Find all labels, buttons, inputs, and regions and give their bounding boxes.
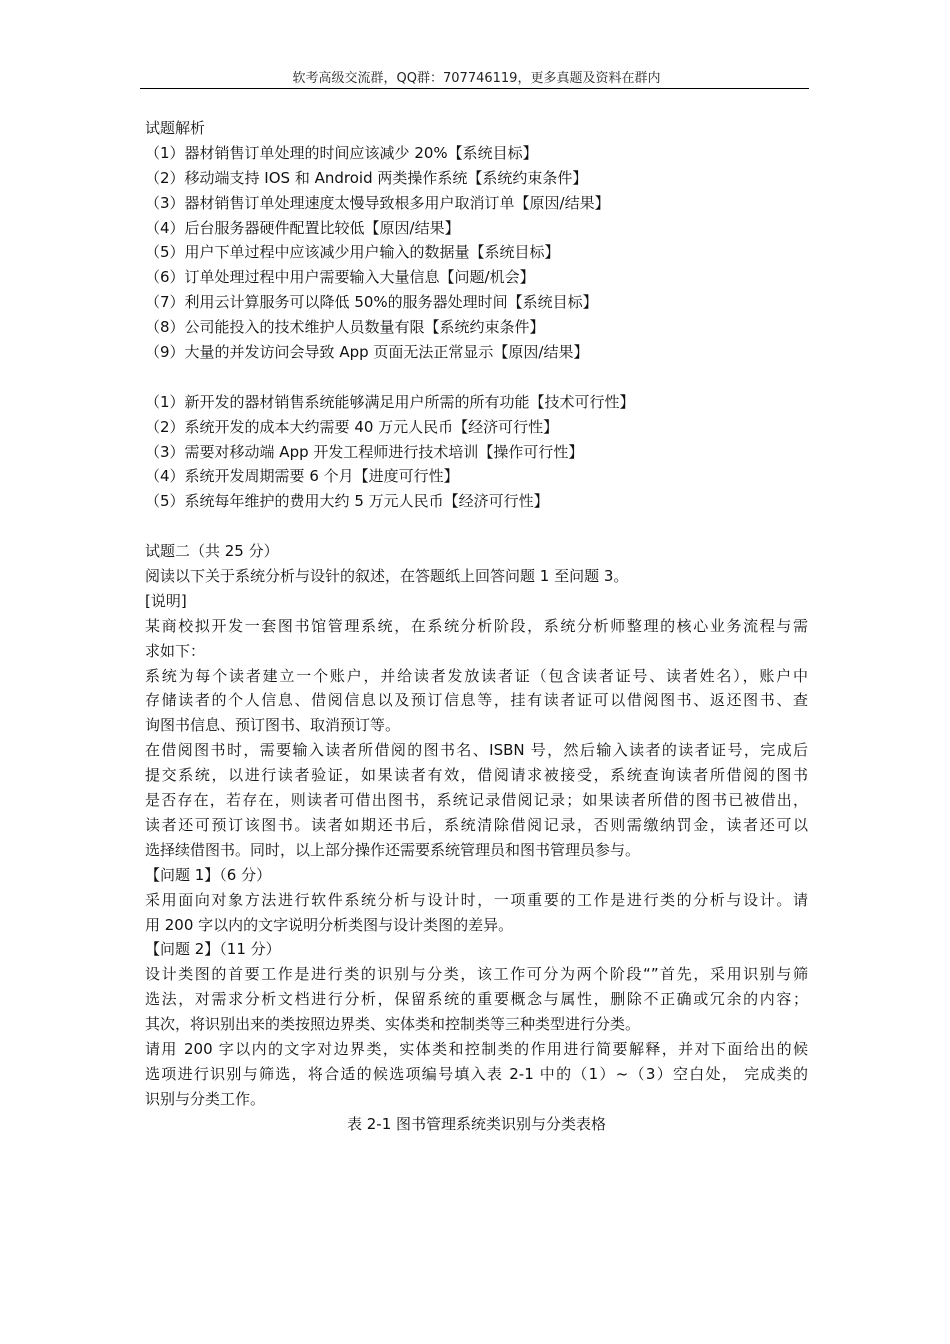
text-line: 识别与分类工作。 [145,1089,266,1108]
text-line: 是否存在，若存在，则读者可借出图书，系统记录借阅记录；如果读者所借的图书已被借出， [145,791,808,810]
text-line: 其次，将识别出来的类按照边界类、实体类和控制类等三种类型进行分类。 [145,1015,641,1034]
text-line: 请用 200 字以内的文字对边界类，实体类和控制类的作用进行简要解释，并对下面给出的候 [145,1039,808,1058]
text-line: 用 200 字以内的文字说明分析类图与设计类图的差异。 [145,915,514,934]
text-line: 选项进行识别与筛选，将合适的候选项编号填入表 2-1 中的（1）~（3）空白处， 完成类的 [145,1064,808,1083]
list-item: （1）器材销售订单处理的时间应该减少 20%【系统目标】 [145,143,538,162]
list-item: （8）公司能投入的技术维护人员数量有限【系统约束条件】 [145,318,545,337]
analysis-list-1 [145,141,808,365]
list-item: （1）新开发的器材销售系统能够满足用户所需的所有功能【技术可行性】 [145,392,635,411]
question-title: 试题二（共 25 分） [145,542,279,561]
list-item: （7）利用云计算服务可以降低 50%的服务器处理时间【系统目标】 [145,293,598,312]
list-item: （2）系统开发的成本大约需要 40 万元人民币【经济可行性】 [145,417,559,436]
table-caption: 表 2-1 图书管理系统类识别与分类表格 [346,1114,607,1133]
analysis-title: 试题解析 [145,119,206,137]
problem-1-title: 【问题 1】（6 分） [145,865,272,884]
question-intro: 阅读以下关于系统分析与设针的叙述，在答题纸上回答问题 1 至问题 3。 [145,567,629,586]
list-item: （5）用户下单过程中应该减少用户输入的数据量【系统目标】 [145,243,560,262]
text-line: 选法，对需求分析文档进行分析，保留系统的重要概念与属性，删除不正确或冗余的内容； [145,990,808,1009]
header-rule [140,88,809,89]
list-item: （9）大量的并发访问会导致 App 页面无法正常显示【原因/结果】 [145,343,589,362]
text-line: 设计类图的首要工作是进行类的识别与分类，该工作可分为两个阶段“”首先，采用识别与筛 [145,965,808,984]
list-item: （4）系统开发周期需要 6 个月【进度可行性】 [145,467,459,486]
list-item: （4）后台服务器硬件配置比较低【原因/结果】 [145,218,460,237]
list-item: （2）移动端支持 IOS 和 Android 两类操作系统【系统约束条件】 [145,168,588,187]
document-body [145,116,808,1137]
list-item: （3）器材销售订单处理速度太慢导致根多用户取消订单【原因/结果】 [145,193,610,212]
text-line: 询图书信息、预订图书、取消预订等。 [145,716,401,735]
description [145,614,808,863]
list-item: （5）系统每年维护的费用大约 5 万元人民币【经济可行性】 [145,492,549,511]
text-line: 存储读者的个人信息、借阅信息以及预订信息等，挂有读者证可以借阅图书、返还图书、查 [145,691,808,710]
text-line: 读者还可预订该图书。读者如期还书后，系统清除借阅记录，否则需缴纳罚金，读者还可以 [145,815,808,834]
text-line: 系统为每个读者建立一个账户，并给读者发放读者证（包含读者证号、读者姓名），账户中 [145,666,808,685]
page-header: 软考高级交流群，QQ群：707746119，更多真题及资料在群内 [292,71,661,86]
list-item: （6）订单处理过程中用户需要输入大量信息【问题/机会】 [145,268,535,287]
analysis-list-2 [145,390,808,514]
list-item: （3）需要对移动端 App 开发工程师进行技术培训【操作可行性】 [145,442,584,461]
problem-2-title: 【问题 2】（11 分） [145,940,281,959]
text-line: 提交系统，以进行读者验证，如果读者有效，借阅请求被接受，系统查询读者所借阅的图书 [145,766,808,785]
description-label: [说明] [145,591,187,610]
text-line: 求如下： [145,641,206,660]
text-line: 在借阅图书时，需要输入读者所借阅的图书名、ISBN 号，然后输入读者的读者证号，完成后 [145,741,808,760]
text-line: 采用面向对象方法进行软件系统分析与设计时，一项重要的工作是进行类的分析与设计。请 [145,890,808,909]
text-line: 选择续借图书。同时，以上部分操作还需要系统管理员和图书管理员参与。 [145,840,641,859]
text-line: 某商校拟开发一套图书馆管理系统，在系统分析阶段，系统分析师整理的核心业务流程与需 [145,616,808,635]
